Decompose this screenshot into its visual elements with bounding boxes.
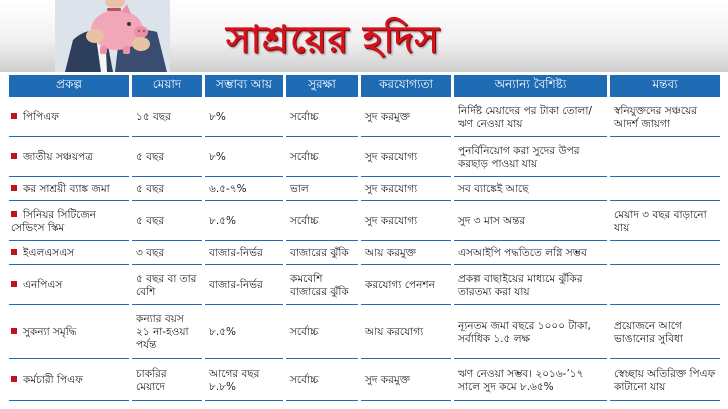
remarks-cell: প্রয়োজনে আগে ভাঙানোর সুবিধা xyxy=(610,307,720,359)
tax-cell: সুদ করমুক্ত xyxy=(361,361,451,401)
tax-cell: সুদ করযোগ্য xyxy=(361,139,451,177)
safety-cell: সর্বোচ্চ xyxy=(286,139,358,177)
safety-cell: ভাল xyxy=(286,179,358,201)
scheme-name: এনপিএস xyxy=(23,279,63,291)
bullet-icon xyxy=(11,328,17,334)
remarks-cell xyxy=(610,179,720,201)
returns-cell: আগের বছর ৮.৮% xyxy=(205,361,283,401)
features-cell: প্রকল্প বাছাইয়ের মাধ্যমে ঝুঁকির তারতম্য করা যায় xyxy=(454,267,607,305)
returns-cell: ৬.৫-৭% xyxy=(205,179,283,201)
scheme-name: সুকন্যা সমৃদ্ধি xyxy=(23,326,77,338)
tax-cell: আয় করযোগ্য xyxy=(361,307,451,359)
table-row xyxy=(9,99,720,137)
returns-cell: ৮% xyxy=(205,139,283,177)
scheme-cell xyxy=(9,267,129,305)
remarks-cell xyxy=(610,139,720,177)
tax-cell: করযোগ্য পেনশন xyxy=(361,267,451,305)
bullet-icon xyxy=(11,211,17,217)
tax-cell: সুদ করমুক্ত xyxy=(361,99,451,137)
scheme-name: জাতীয় সঞ্চয়পত্র xyxy=(23,151,93,163)
table-header-row xyxy=(9,75,720,97)
tenure-cell: চাকরির মেয়াদে xyxy=(132,361,202,401)
features-cell: সব ব্যাঙ্কেই আছে xyxy=(454,179,607,201)
safety-cell: সর্বোচ্চ xyxy=(286,361,358,401)
page-title: সাশ্রয়ের হদিস xyxy=(226,18,440,61)
bullet-icon xyxy=(11,249,17,255)
remarks-cell xyxy=(610,267,720,305)
features-cell: পুনর্বিনিয়োগ করা সুদের উপর করছাড় পাওয়া যায় xyxy=(454,139,607,177)
scheme-name: সিনিয়র সিটিজেন সেভিংস স্কিম xyxy=(11,208,97,234)
tenure-cell: ৫ বছর বা তার বেশি xyxy=(132,267,202,305)
column-header-tenure: মেয়াদ xyxy=(132,75,202,97)
scheme-cell xyxy=(9,203,129,241)
savings-schemes-table xyxy=(6,73,723,403)
column-header-remarks: মন্তব্য xyxy=(610,75,720,97)
scheme-cell xyxy=(9,139,129,177)
remarks-cell: স্বনিযুক্তদের সঞ্চয়ের আদর্শ জায়গা xyxy=(610,99,720,137)
scheme-cell xyxy=(9,307,129,359)
returns-cell: বাজার-নির্ভর xyxy=(205,267,283,305)
scheme-cell xyxy=(9,99,129,137)
tenure-cell: ৫ বছর xyxy=(132,139,202,177)
safety-cell: সর্বোচ্চ xyxy=(286,307,358,359)
piggy-bank-illustration xyxy=(55,0,170,72)
safety-cell: সর্বোচ্চ xyxy=(286,99,358,137)
scheme-cell xyxy=(9,361,129,401)
table-row xyxy=(9,267,720,305)
features-cell: ন্যূনতম জমা বছরে ১০০০ টাকা, সর্বাধিক ১.৫ লক্ষ xyxy=(454,307,607,359)
column-header-taxability: করযোগ্যতা xyxy=(361,75,451,97)
scheme-name: ইএলএসএস xyxy=(23,247,75,259)
returns-cell: বাজার-নির্ভর xyxy=(205,243,283,265)
tax-cell: সুদ করযোগ্য xyxy=(361,203,451,241)
bullet-icon xyxy=(11,113,17,119)
features-cell: ঋণ নেওয়া সম্ভব। ২০১৬-’১৭ সালে সুদ কমে ৮.৬৫% xyxy=(454,361,607,401)
table-row xyxy=(9,139,720,177)
remarks-cell xyxy=(610,243,720,265)
features-cell: এসআইপি পদ্ধতিতে লগ্নি সম্ভব xyxy=(454,243,607,265)
bullet-icon xyxy=(11,153,17,159)
tenure-cell: কন্যার বয়স ২১ না-হওয়া পর্যন্ত xyxy=(132,307,202,359)
returns-cell: ৮.৫% xyxy=(205,203,283,241)
table-row xyxy=(9,179,720,201)
bullet-icon xyxy=(11,281,17,287)
column-header-safety: সুরক্ষা xyxy=(286,75,358,97)
scheme-name: কর সাশ্রয়ী ব্যাঙ্ক জমা xyxy=(23,183,110,195)
scheme-cell xyxy=(9,243,129,265)
scheme-cell xyxy=(9,179,129,201)
returns-cell: ৮.৫% xyxy=(205,307,283,359)
safety-cell: সর্বোচ্চ xyxy=(286,203,358,241)
column-header-scheme: প্রকল্প xyxy=(9,75,129,97)
table-row xyxy=(9,203,720,241)
features-cell: নির্দিষ্ট মেয়াদের পর টাকা তোলা/ঋণ নেওয়া যায় xyxy=(454,99,607,137)
tax-cell: সুদ করযোগ্য xyxy=(361,179,451,201)
scheme-name: পিপিএফ xyxy=(23,111,59,123)
features-cell: সুদ ৩ মাস অন্তর xyxy=(454,203,607,241)
header-banner xyxy=(0,0,728,72)
remarks-cell: মেয়াদ ৩ বছর বাড়ানো যায় xyxy=(610,203,720,241)
safety-cell: বাজারের ঝুঁকি xyxy=(286,243,358,265)
tenure-cell: ৫ বছর xyxy=(132,179,202,201)
tenure-cell: ৩ বছর xyxy=(132,243,202,265)
table-row xyxy=(9,307,720,359)
bullet-icon xyxy=(11,185,17,191)
bullet-icon xyxy=(11,376,17,382)
column-header-returns: সম্ভাব্য আয় xyxy=(205,75,283,97)
tenure-cell: ৫ বছর xyxy=(132,203,202,241)
safety-cell: কমবেশি বাজারের ঝুঁকি xyxy=(286,267,358,305)
column-header-features: অন্যান্য বৈশিষ্ট্য xyxy=(454,75,607,97)
scheme-name: কর্মচারী পিএফ xyxy=(23,374,83,386)
table-row xyxy=(9,243,720,265)
table-row xyxy=(9,361,720,401)
returns-cell: ৮% xyxy=(205,99,283,137)
tax-cell: আয় করমুক্ত xyxy=(361,243,451,265)
tenure-cell: ১৫ বছর xyxy=(132,99,202,137)
remarks-cell: স্বেচ্ছায় অতিরিক্ত পিএফ কাটানো যায় xyxy=(610,361,720,401)
